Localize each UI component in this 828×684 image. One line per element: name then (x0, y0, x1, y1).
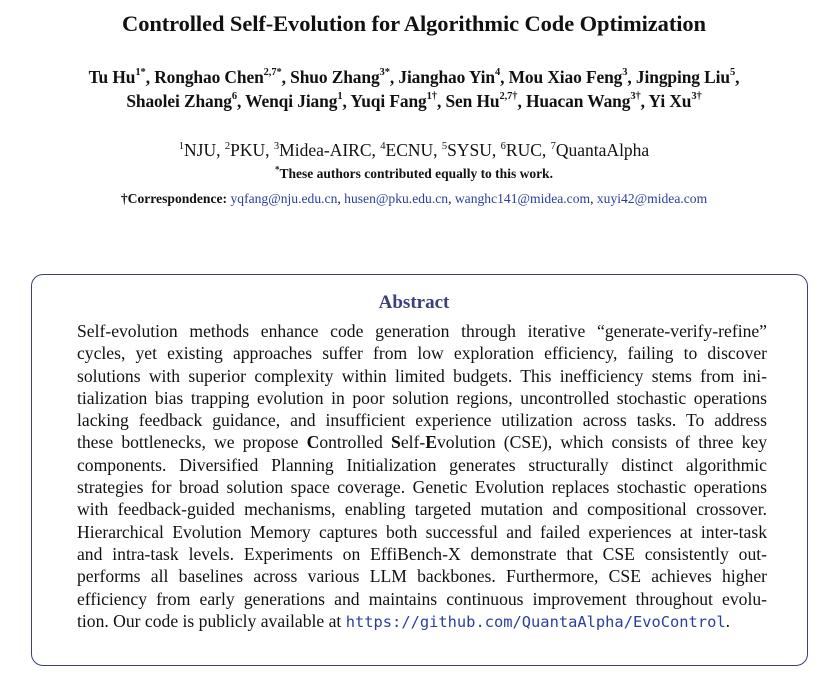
correspondence-label: †Correspondence: (120, 191, 228, 206)
author-name: Sen Hu (445, 90, 500, 111)
equal-contribution-note (0, 165, 828, 183)
author-affil-mark: 6 (231, 90, 237, 102)
abstract-line: strategies for broad solution space coverage. Genetic Evolution replaces stochastic operations (77, 477, 767, 498)
author-affil-mark: 5 (729, 67, 736, 79)
affiliation-mark: 1 (178, 141, 185, 153)
affiliation-mark: 6 (500, 141, 506, 153)
author-name: Mou Xiao Feng (508, 67, 623, 87)
abstract-line: components. Diversified Planning Initialization generates structurally distinct algorithmic (77, 454, 767, 475)
abstract-line: and intra-task levels. Experiments on EffiBench-X demonstrate that CSE consistently out- (77, 543, 767, 564)
author-affil-mark: 3† (691, 90, 702, 102)
cse-initial: E (425, 432, 437, 453)
abstract-line: efficiency from early generations and maintains continuous improvement throughout evolu- (77, 588, 767, 609)
author-name: Wenqi Jiang (245, 90, 338, 111)
affiliation-name: RUC (505, 140, 542, 160)
abstract-line: Self-evolution methods enhance code generation through iterative “generate-verify-refine” (77, 321, 767, 341)
correspondence (0, 190, 828, 208)
abstract-line: solutions with superior complexity within limited budgets. This inefficiency stems from ini- (77, 365, 767, 386)
abstract-line: Hierarchical Evolution Memory captures both successful and failed experiences at inter-task (77, 521, 767, 542)
author-affil-mark: 2,7† (499, 90, 518, 102)
abstract-line: cycles, yet existing approaches suffer from low exploration efficiency, failing to discover (77, 343, 767, 364)
affiliation-name: NJU (184, 140, 217, 160)
author-name: Yuqi Fang (350, 90, 427, 111)
affiliation-name: QuantaAlpha (555, 140, 650, 160)
cse-initial: S (391, 432, 401, 453)
email-link[interactable]: yqfang@nju.edu.cn (230, 191, 338, 206)
cse-name: Controlled Self-Evolution (CSE) (306, 432, 548, 453)
abstract-line: performs all baselines across various LLM backbones. Furthermore, CSE achieves higher (77, 566, 767, 587)
abstract-heading: Abstract (378, 292, 450, 313)
affiliation-mark: 5 (441, 141, 448, 153)
author-affil-mark: 3† (630, 90, 641, 102)
affiliation-mark: 3 (273, 141, 280, 153)
author-affil-mark: 4 (494, 67, 501, 79)
email-link[interactable]: wanghc141@midea.com (454, 191, 591, 206)
author-name: Tu Hu (88, 67, 136, 87)
author-affil-mark: 3* (379, 67, 390, 79)
author-affil-mark: 1* (135, 67, 146, 79)
email-link[interactable]: husen@pku.edu.cn (344, 191, 449, 206)
author-affil-mark: 1 (337, 90, 343, 102)
author-affil-mark: 1† (426, 90, 437, 102)
author-affil-mark: 3 (622, 67, 628, 79)
affiliation-mark: 4 (380, 141, 386, 153)
author-name: Huacan Wang (525, 90, 631, 111)
abstract-line: lacking feedback guidance, and insufficient experience utilization across tasks. To address (77, 410, 767, 431)
paper-title: Controlled Self-Evolution for Algorithmic Code Optimization (122, 11, 706, 36)
author-line-2: Shaolei Zhang$^6$, Wenqi Jiang$^1$, Yuqi Fang$^{1\dagger}$, Sen $Hu^{2,7\dagger}$, Huacan Wang$^{3\dagger}$, Yi $Xu^{3\dagger}$ (126, 90, 702, 111)
author-name: Jingping Liu (635, 67, 730, 87)
abstract-line: tion. Our code is publicly available at https://github.com/QuantaAlpha/EvoControl. (77, 610, 731, 631)
affiliation-mark: 7 (550, 141, 556, 153)
affiliation-mark: 2 (224, 141, 231, 153)
abstract-line: tialization bias trapping evolution in poor solution regions, uncontrolled stochastic operations (77, 387, 767, 408)
email-link[interactable]: xuyi42@midea.com (596, 191, 708, 206)
abstract-line: with feedback-guided mechanisms, enabling targeted mutation and compositional crossover. (77, 499, 767, 520)
abstract-body (77, 320, 767, 633)
email-list: yqfang@nju.edu.cn, husen@pku.edu.cn, wanghc141@midea.com, xuyi42@midea.com (230, 191, 708, 206)
affiliations: $^1$NJU, $^2$PKU, $^3$Midea-AIRC, $^4$ECNU, $^5$SYSU, $^6$RUC, $^7$QuantaAlpha (178, 140, 650, 160)
equal-mark: * (275, 164, 280, 175)
cse-initial: C (306, 432, 320, 453)
abstract-line: these bottlenecks, we propose Controlled Self-Evolution (CSE), which consists of three key (77, 432, 768, 453)
author-name: Jianghao Yin (398, 67, 495, 87)
author-name: Shaolei Zhang (126, 90, 232, 111)
author-name: Shuo Zhang (290, 67, 380, 87)
affiliation-name: Midea-AIRC (279, 140, 372, 160)
author-list (10, 66, 818, 113)
affiliation-name: SYSU (447, 140, 492, 160)
author-line-1: Tu $Hu^{1*}$, Ronghao Chen$^{2,7*}$, Shuo Zhang$^{3*}$, Jianghao Yin$^4$, Mou Xiao Feng$^3$, Jingping Liu$^5$, (88, 67, 740, 87)
affiliation-name: ECNU (385, 140, 434, 160)
author-name: Yi Xu (648, 90, 692, 111)
affiliation-name: PKU (230, 140, 266, 160)
author-name: Ronghao Chen (154, 67, 264, 87)
author-affil-mark: 2,7* (263, 67, 282, 79)
code-repo-link[interactable]: https://github.com/QuantaAlpha/EvoControl (345, 612, 726, 631)
equal-note-text: These authors contributed equally to this work. (279, 166, 553, 181)
